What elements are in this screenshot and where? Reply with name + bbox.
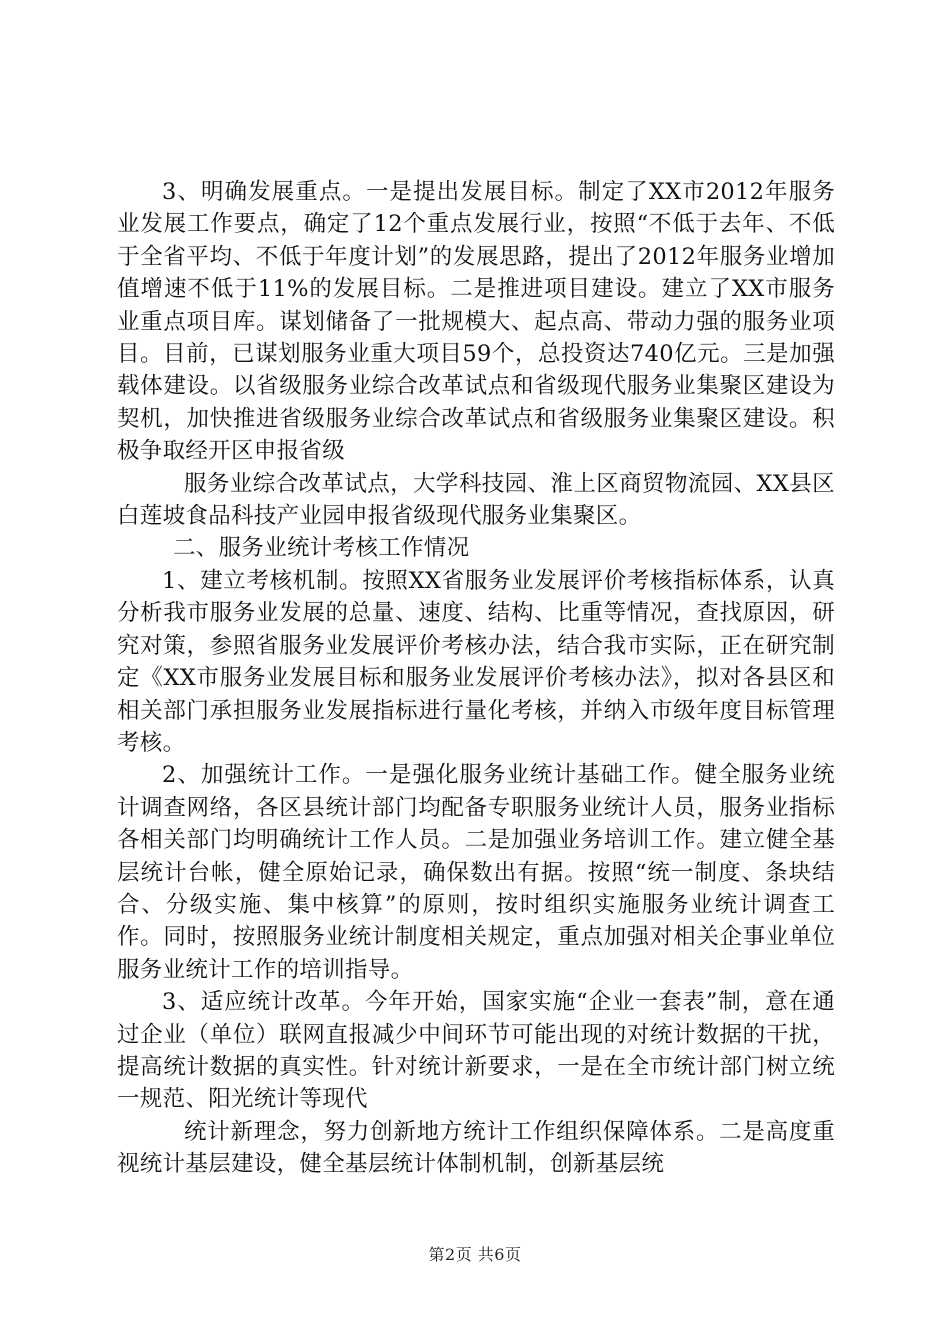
paragraph-statistics-reform-continued: 统计新理念，努力创新地方统计工作组织保障体系。二是高度重视统计基层建设，健全基层统计体制机制，创新基层统 bbox=[117, 1118, 835, 1178]
document-body bbox=[117, 176, 835, 1181]
paragraph-statistics-work: 2、加强统计工作。一是强化服务业统计基础工作。健全服务业统计调查网络，各区县统计部门均配备专职服务业统计人员，服务业指标各相关部门均明确统计工作人员。二是加强业务培训工作。建立健全基层统计台帐，健全原始记录，确保数出有据。按照“统一制度、条块结合、分级实施、集中核算”的原则，按时组织实施服务业统计调查工作。同时，按照服务业统计制度相关规定，重点加强对相关企事业单位服务业统计工作的培训指导。 bbox=[117, 762, 835, 983]
paragraph-development-focus: 3、明确发展重点。一是提出发展目标。制定了XX市2012年服务业发展工作要点，确定了12个重点发展行业，按照“不低于去年、不低于全省平均、不低于年度计划”的发展思路，提出了2012年服务业增加值增速不低于11%的发展目标。二是推进项目建设。建立了XX市服务业重点项目库。谋划储备了一批规模大、起点高、带动力强的服务业项目。目前，已谋划服务业重大项目59个，总投资达740亿元。三是加强载体建设。以省级服务业综合改革试点和省级现代服务业集聚区建设为契机，加快推进省级服务业综合改革试点和省级服务业集聚区建设。积极争取经开区申报省级 bbox=[117, 179, 835, 465]
page-number-footer: 第2页 共6页 bbox=[428, 1245, 522, 1264]
paragraph-development-focus-continued: 服务业综合改革试点，大学科技园、淮上区商贸物流园、XX县区白莲坡食品科技产业园申报省级现代服务业集聚区。 bbox=[117, 470, 835, 530]
paragraph-statistics-reform: 3、适应统计改革。今年开始，国家实施“企业一套表”制，意在通过企业（单位）联网直报减少中间环节可能出现的对统计数据的干扰，提高统计数据的真实性。针对统计新要求，一是在全市统计部门树立统一规范、阳光统计等现代 bbox=[117, 989, 835, 1113]
paragraph-assessment-mechanism: 1、建立考核机制。按照XX省服务业发展评价考核指标体系，认真分析我市服务业发展的总量、速度、结构、比重等情况，查找原因，研究对策，参照省服务业发展评价考核办法，结合我市实际，正在研究制定《XX市服务业发展目标和服务业发展评价考核办法》，拟对各县区和相关部门承担服务业发展指标进行量化考核，并纳入市级年度目标管理考核。 bbox=[117, 567, 835, 756]
section-heading-statistics-assessment: 二、服务业统计考核工作情况 bbox=[173, 535, 470, 562]
